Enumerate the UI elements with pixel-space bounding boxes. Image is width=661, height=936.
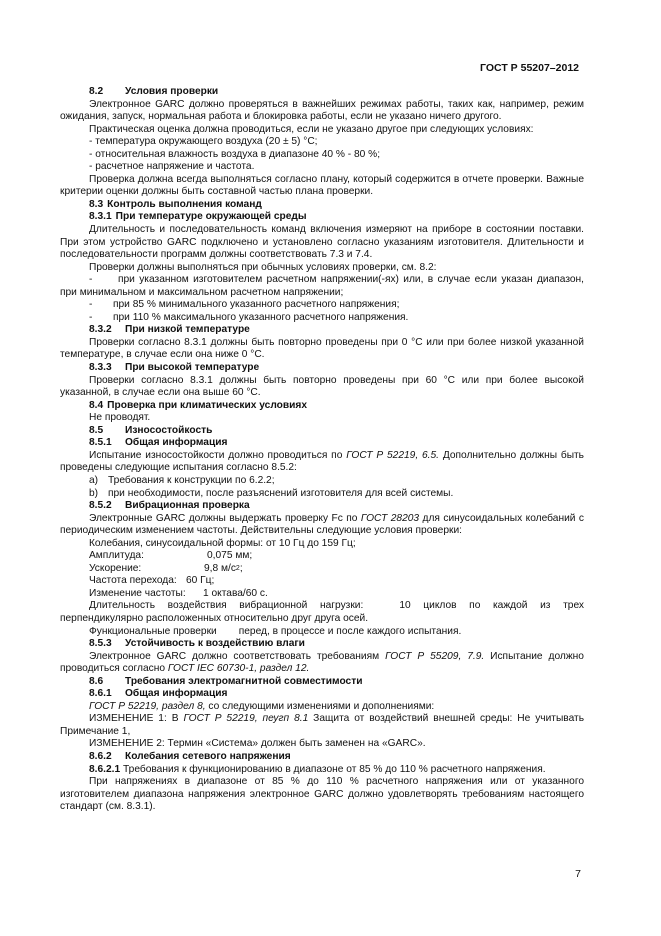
heading-8-6-1: 8.6.1 Общая информация (89, 688, 228, 700)
heading-8-5-1: 8.5.1 Общая информация (89, 437, 228, 449)
list-item: - при указанном изготовителем расчетном напряжении(-ях) или, в случае если указан диапазон, при минимальном и максимальном расчетном напряжении; (60, 274, 584, 298)
paragraph: Испытание износостойкости должно проводиться по ГОСТ Р 52219, 6.5. Дополнительно должны быть проведены следующие испытания согласно 8.5.2: (60, 449, 584, 474)
paragraph: ИЗМЕНЕНИЕ 1: В ГОСТ Р 52219, пеугп 8.1 Защита от воздействий внешней среды: Не учитывать Примечание 1, (60, 713, 584, 737)
heading-8-2: 8.2 Условия проверки (89, 86, 219, 97)
standard-reference: ГОСТ Р 55209, 7.9. (385, 650, 485, 662)
heading-8-5-3: 8.5.3 Устойчивость к воздействию влаги (89, 638, 305, 650)
paragraph: При напряжениях в диапазоне от 85 % до 110 % расчетного напряжения или от указанного изготовителем диапазона напряжения электронное GARC должно удовлетворять требованиям настоящего стандарт (см. 8.3.1). (60, 776, 584, 813)
vibration-param: Амплитуда: 0,075 мм; (89, 550, 253, 562)
standard-reference: ГОСТ Р 52219, раздел 8, (89, 700, 206, 712)
paragraph: Длительность воздействия вибрационной нагрузки: 10 циклов по каждой из трех перпендикулярно расположенных относительно друг друга осей. (60, 600, 584, 624)
paragraph: Проверки согласно 8.3.1 должны быть повторно проведены при 60 °C или при более высокой указанной, в случае если она выше 60 °C. (60, 374, 584, 399)
clause-number: 8.6.2.1 (89, 763, 121, 775)
list-item: a) Требования к конструкции по 6.2.2; (89, 474, 275, 486)
paragraph: Проверки должны выполняться при обычных условиях проверки, см. 8.2: (89, 261, 437, 273)
list-item: - при 85 % минимального указанного расчетного напряжения; (89, 299, 400, 311)
heading-8-5-2: 8.5.2 Вибрационная проверка (89, 500, 250, 512)
paragraph: Функциональные проверки перед, в процессе и после каждого испытания. (89, 625, 462, 637)
paragraph: 8.6.2.1 Требования к функционированию в диапазоне от 85 % до 110 % расчетного напряжения. (89, 763, 546, 775)
paragraph: Практическая оценка должна проводиться, если не указано другое при следующих условиях: (89, 123, 534, 135)
heading-8-3: 8.3 Контроль выполнения команд (89, 198, 262, 210)
heading-8-6-2: 8.6.2 Колебания сетевого напряжения (89, 750, 291, 762)
list-item: b) при необходимости, после разъяснений изготовителя для всей системы. (89, 487, 454, 499)
paragraph: Электронные GARC должны выдержать проверку Fc по ГОСТ 28203 для синусоидальных колебаний с периодическим изменением частоты. Действительны следующие условия проверки: (60, 512, 584, 537)
condition-item: - относительная влажность воздуха в диапазоне 40 % - 80 %; (89, 148, 381, 160)
standard-reference: ГОСТ IEC 60730-1, раздел 12. (167, 663, 310, 675)
paragraph: Проверки согласно 8.3.1 должны быть повторно проведены при 0 °C или при более низкой указанной температуре, в случае если она ниже 0 °C. (60, 336, 584, 361)
condition-item: - температура окружающего воздуха (20 ± 5) °C; (89, 136, 318, 148)
document-id-header: ГОСТ Р 55207–2012 (480, 62, 579, 74)
standard-reference: ГОСТ 28203 (360, 512, 420, 524)
paragraph: Длительность и последовательность команд включения измеряют на приборе в состоянии поставки. При этом устройство GARC подключено и установлено согласно указаниям изготовителя. Длительности и последовательности программ должны соответствовать 7.3 и 7.4. (60, 224, 584, 261)
heading-8-3-3: 8.3.3 При высокой температуре (89, 362, 260, 374)
heading-8-5: 8.5 Износостойкость (89, 424, 213, 436)
document-body (60, 86, 584, 814)
vibration-param: Частота перехода: 60 Гц; (89, 575, 215, 587)
heading-8-6: 8.6 Требования электромагнитной совместимости (89, 675, 363, 687)
condition-item: - расчетное напряжение и частота. (89, 161, 255, 173)
page-number: 7 (575, 868, 581, 880)
paragraph: Электронное GARC должно проверяться в важнейших режимах работы, таких как, например, режим ожидания, запуск, нормальная работа и блокировка работы, если не указано ничего другого. (60, 98, 584, 123)
vibration-param: Изменение частоты: 1 октава/60 с. (89, 587, 268, 599)
paragraph: ГОСТ Р 52219, раздел 8, со следующими изменениями и дополнениями: (89, 700, 435, 712)
vibration-param: Ускорение: 9,8 м/с 2 ; (89, 562, 243, 574)
heading-8-3-1: 8.3.1 При температуре окружающей среды (89, 211, 307, 223)
standard-reference: ГОСТ Р 52219, 6.5. (346, 449, 439, 461)
paragraph: Проверка должна всегда выполняться согласно плану, который содержится в отчете проверки. Важные критерии оценки должны быть составной частью плана проверки. (60, 173, 584, 198)
heading-8-4: 8.4 Проверка при климатических условиях (89, 399, 308, 411)
standard-reference: ГОСТ Р 52219, пеугп 8.1 (183, 713, 309, 725)
heading-8-3-2: 8.3.2 При низкой температуре (89, 324, 250, 336)
vibration-param: Колебания, синусоидальной формы: от 10 Гц до 159 Гц; (89, 537, 356, 549)
paragraph: Электронное GARC должно соответствовать требованиям ГОСТ Р 55209, 7.9. Испытание должно проводиться согласно ГОСТ IEC 60730-1, раздел 12. (60, 650, 584, 675)
list-item: - при 110 % максимального указанного расчетного напряжения. (89, 311, 409, 323)
paragraph: Не проводят. (89, 412, 151, 424)
paragraph: ИЗМЕНЕНИЕ 2: Термин «Система» должен быть заменен на «GARC». (89, 738, 426, 750)
